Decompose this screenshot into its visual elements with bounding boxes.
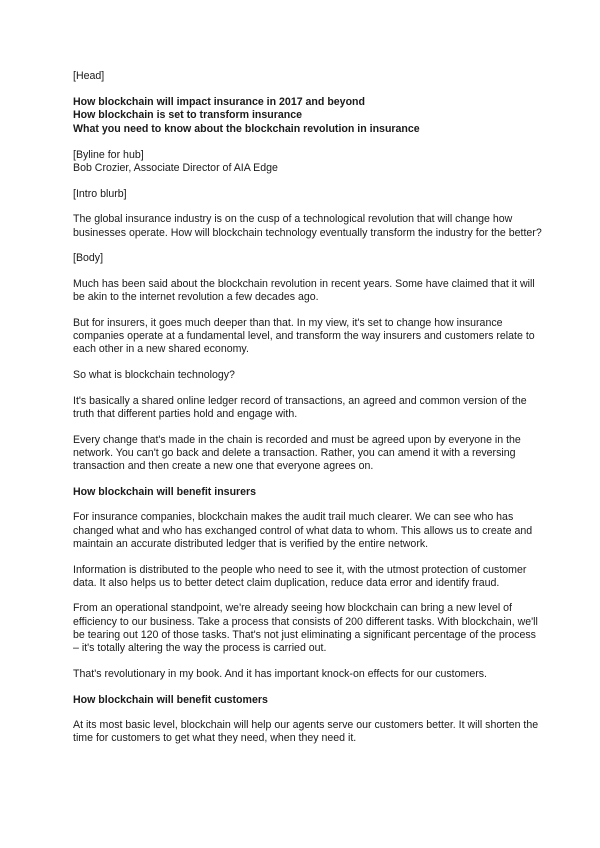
body-paragraph: For insurance companies, blockchain makes the audit trail much clearer. We can see who has changed what and who has exchanged control of what data to whom. This allows us to create and maintain an accurate distributed ledger that is verified by the entire network. [73,511,533,550]
body-paragraph: Every change that's made in the chain is recorded and must be agreed upon by everyone in the network. You can't go back and delete a transaction. Rather, you can amend it with a reversing transaction and then create a new one that everyone agrees on. [73,433,521,473]
body-paragraph: From an operational standpoint, we're already seeing how blockchain can bring a new level of efficiency to our business. Take a process that consists of 200 different tasks. With blockchain, we'll be tearing out 120 of those tasks. That's not just eliminating a significant percentage of the process – it's totally altering the way the process is carried out. [73,602,538,655]
body-label: [Body] [73,252,104,265]
head-label: [Head] [73,70,105,82]
byline-label: [Byline for hub] [73,148,144,161]
intro-label: [Intro blurb] [73,187,127,200]
body-paragraph: At its most basic level, blockchain will help our agents serve our customers better. It will shorten the time for customers to get what they need, when they need it. [73,719,539,745]
section-heading-customers: How blockchain will benefit customers [73,693,268,706]
document-page [73,70,543,746]
headline-2: How blockchain is set to transform insurance [73,109,302,122]
headline-1: How blockchain will impact insurance in 2017 and beyond [73,96,365,109]
body-paragraph: But for insurers, it goes much deeper than that. In my view, it's set to change how insurance companies operate at a fundamental level, and transform the way insurers and customers relate to each other in a new shared economy. [73,316,535,356]
body-paragraph: It's basically a shared online ledger record of transactions, an agreed and common version of the truth that different parties hold and engage with. [73,394,527,420]
intro-paragraph: The global insurance industry is on the cusp of a technological revolution that will change how businesses operate. How will blockchain technology eventually transform the industry for the better? [73,213,542,239]
body-paragraph: Much has been said about the blockchain revolution in recent years. Some have claimed that it will be akin to the internet revolution a few decades ago. [73,278,535,304]
headline-3: What you need to know about the blockchain revolution in insurance [73,122,420,135]
body-paragraph: Information is distributed to the people who need to see it, with the utmost protection of customer data. It also helps us to better detect claim duplication, reduce data error and identify fraud. [73,563,527,589]
byline: Bob Crozier, Associate Director of AIA Edge [73,162,278,175]
body-paragraph: So what is blockchain technology? [73,369,235,382]
section-heading-insurers: How blockchain will benefit insurers [73,485,257,498]
body-paragraph: That's revolutionary in my book. And it has important knock-on effects for our customers. [73,667,487,680]
